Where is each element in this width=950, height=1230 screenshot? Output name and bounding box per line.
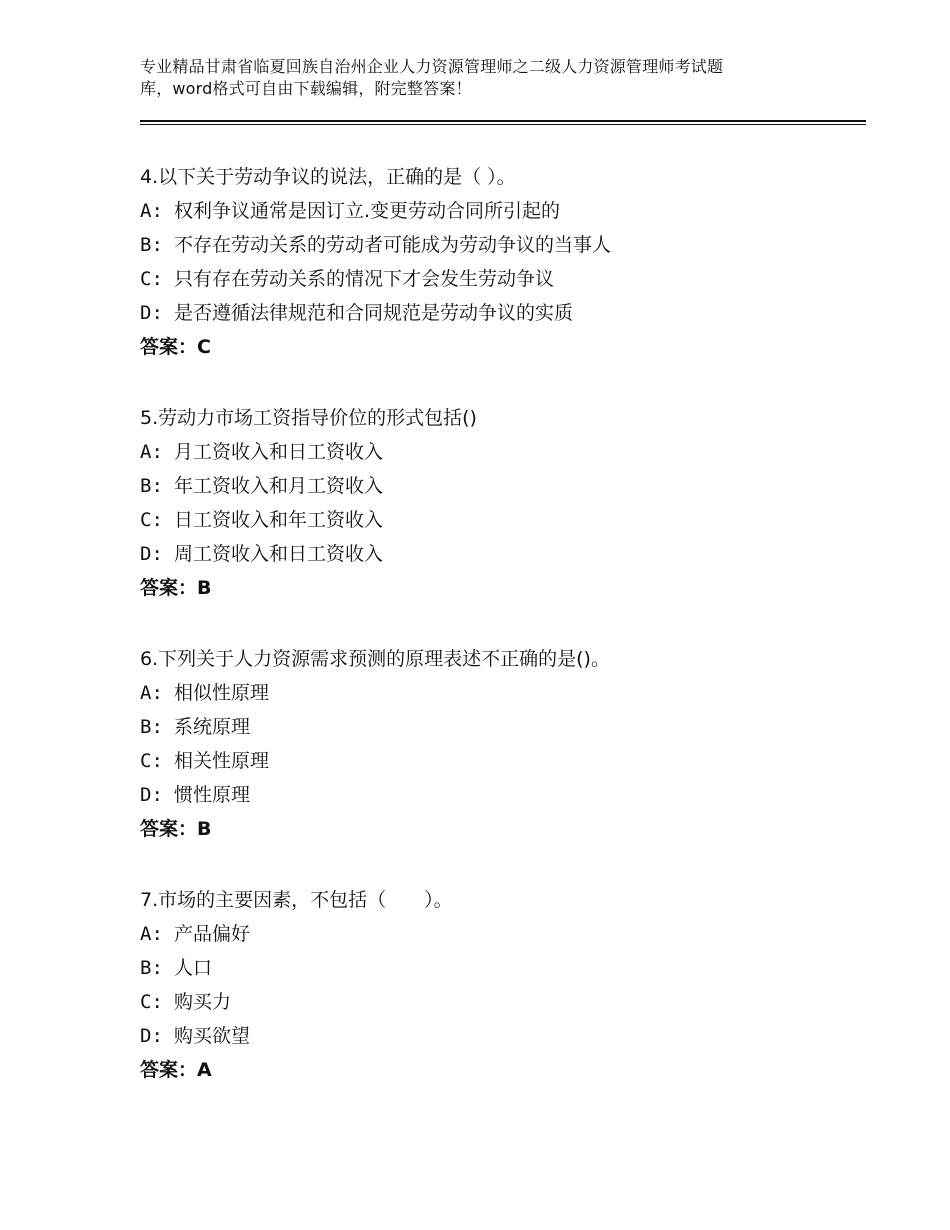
option-text: 购买力 — [174, 991, 232, 1013]
option-d — [140, 778, 860, 812]
option-a — [140, 435, 860, 469]
question-stem: 6.下列关于人力资源需求预测的原理表述不正确的是()。 — [140, 648, 610, 670]
option-a — [140, 676, 860, 710]
option-text: 系统原理 — [174, 716, 251, 738]
header-divider-thin — [140, 124, 866, 125]
answer-line: 答案：A — [140, 1059, 212, 1081]
option-letter: D: — [140, 784, 163, 806]
option-a — [140, 917, 860, 951]
option-text: 周工资收入和日工资收入 — [174, 543, 384, 565]
option-letter: C: — [140, 750, 163, 772]
header-line-2: 库，word格式可自由下载编辑，附完整答案！ — [140, 79, 472, 98]
option-text: 相似性原理 — [174, 682, 270, 704]
option-letter: D: — [140, 1025, 163, 1047]
option-letter: B: — [140, 716, 163, 738]
answer-line: 答案：B — [140, 577, 212, 599]
option-letter: C: — [140, 268, 163, 290]
option-b — [140, 710, 860, 744]
option-c — [140, 262, 860, 296]
option-text: 只有存在劳动关系的情况下才会发生劳动争议 — [174, 268, 555, 290]
option-letter: B: — [140, 475, 163, 497]
option-c — [140, 744, 860, 778]
option-text: 月工资收入和日工资收入 — [174, 441, 384, 463]
option-letter: D: — [140, 302, 163, 324]
option-letter: A: — [140, 682, 163, 704]
option-b — [140, 951, 860, 985]
option-letter: B: — [140, 957, 163, 979]
option-text: 权利争议通常是因订立.变更劳动合同所引起的 — [174, 200, 561, 222]
option-b — [140, 469, 860, 503]
answer-line: 答案：C — [140, 336, 211, 358]
question-4 — [140, 160, 860, 364]
option-letter: A: — [140, 200, 163, 222]
option-letter: A: — [140, 441, 163, 463]
option-text: 人口 — [174, 957, 213, 979]
answer-line: 答案：B — [140, 818, 212, 840]
option-letter: D: — [140, 543, 163, 565]
option-text: 产品偏好 — [174, 923, 251, 945]
option-c — [140, 985, 860, 1019]
option-text: 是否遵循法律规范和合同规范是劳动争议的实质 — [174, 302, 574, 324]
header-line-1: 专业精品甘肃省临夏回族自治州企业人力资源管理师之二级人力资源管理师考试题 — [140, 57, 724, 76]
option-c — [140, 503, 860, 537]
option-letter: B: — [140, 234, 163, 256]
option-letter: C: — [140, 991, 163, 1013]
option-text: 购买欲望 — [174, 1025, 251, 1047]
question-list — [140, 160, 860, 1124]
option-letter: A: — [140, 923, 163, 945]
question-stem: 7.市场的主要因素，不包括（ ）。 — [140, 889, 453, 911]
question-7 — [140, 883, 860, 1087]
option-text: 不存在劳动关系的劳动者可能成为劳动争议的当事人 — [174, 234, 612, 256]
header-divider-thick — [140, 120, 866, 122]
option-text: 年工资收入和月工资收入 — [174, 475, 384, 497]
option-text: 惯性原理 — [174, 784, 251, 806]
option-d — [140, 537, 860, 571]
option-a — [140, 194, 860, 228]
option-text: 相关性原理 — [174, 750, 270, 772]
document-header — [140, 56, 830, 100]
question-5 — [140, 401, 860, 605]
option-d — [140, 296, 860, 330]
option-text: 日工资收入和年工资收入 — [174, 509, 384, 531]
option-d — [140, 1019, 860, 1053]
question-stem: 5.劳动力市场工资指导价位的形式包括() — [140, 407, 477, 429]
option-b — [140, 228, 860, 262]
question-stem: 4.以下关于劳动争议的说法，正确的是（ ）。 — [140, 166, 516, 188]
option-letter: C: — [140, 509, 163, 531]
question-6 — [140, 642, 860, 846]
